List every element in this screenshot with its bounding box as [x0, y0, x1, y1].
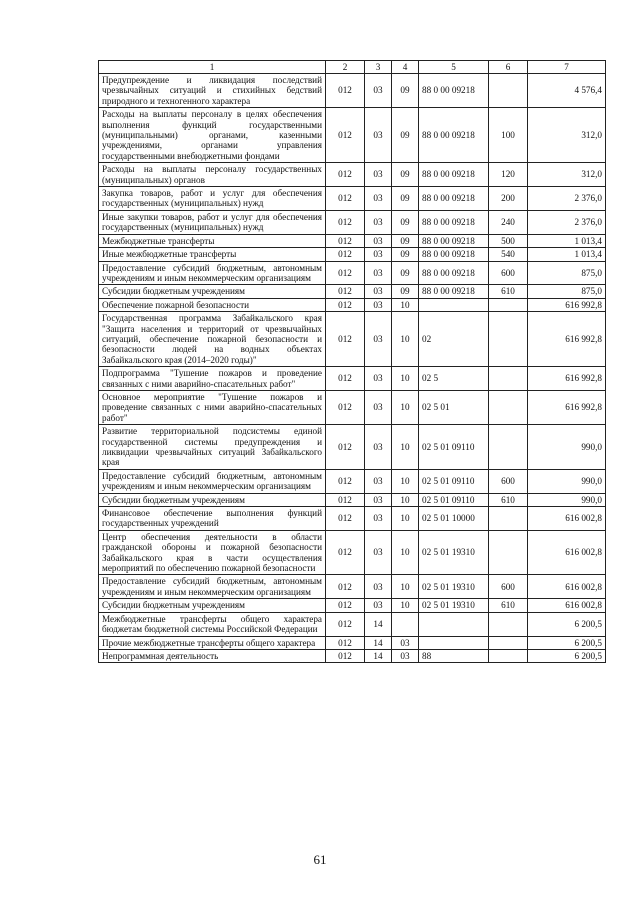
row-grbs-cell: 012 — [326, 74, 365, 108]
row-target-article-cell — [419, 636, 489, 649]
table-row — [99, 248, 606, 261]
table-row — [99, 108, 606, 163]
row-sum-cell: 616 002,8 — [528, 530, 606, 575]
row-sum-cell: 6 200,5 — [528, 649, 606, 662]
row-sum-cell: 1 013,4 — [528, 234, 606, 247]
row-grbs-cell: 012 — [326, 108, 365, 163]
row-grbs-cell: 012 — [326, 493, 365, 506]
table-row — [99, 210, 606, 234]
row-grbs-cell: 012 — [326, 636, 365, 649]
row-expense-type-cell — [489, 530, 528, 575]
row-name-cell: Развитие территориальной подсистемы единой государственной системы предупреждения и ликвидации чрезвычайных ситуаций Забайкальского края — [99, 425, 326, 470]
row-name-cell: Межбюджетные трансферты общего характера бюджетам бюджетной системы Российской Федерации — [99, 612, 326, 636]
column-header-3: 3 — [365, 61, 392, 74]
row-subsection-cell: 03 — [392, 649, 419, 662]
row-expense-type-cell — [489, 649, 528, 662]
row-subsection-cell: 10 — [392, 493, 419, 506]
table-row — [99, 507, 606, 531]
row-expense-type-cell: 120 — [489, 163, 528, 187]
column-header-5: 5 — [419, 61, 489, 74]
row-expense-type-cell: 540 — [489, 248, 528, 261]
table-row — [99, 612, 606, 636]
row-sum-cell: 875,0 — [528, 285, 606, 298]
table-row — [99, 649, 606, 662]
row-sum-cell: 312,0 — [528, 108, 606, 163]
row-section-cell: 03 — [365, 493, 392, 506]
row-expense-type-cell: 610 — [489, 285, 528, 298]
row-section-cell: 03 — [365, 108, 392, 163]
table-row — [99, 390, 606, 424]
row-sum-cell: 616 992,8 — [528, 367, 606, 391]
row-grbs-cell: 012 — [326, 575, 365, 599]
row-name-cell: Субсидии бюджетным учреждениям — [99, 493, 326, 506]
row-section-cell: 03 — [365, 312, 392, 367]
row-sum-cell: 616 002,8 — [528, 575, 606, 599]
row-subsection-cell: 10 — [392, 298, 419, 311]
row-sum-cell: 6 200,5 — [528, 636, 606, 649]
row-grbs-cell: 012 — [326, 248, 365, 261]
column-header-2: 2 — [326, 61, 365, 74]
row-grbs-cell: 012 — [326, 261, 365, 285]
row-grbs-cell: 012 — [326, 187, 365, 211]
row-target-article-cell: 88 — [419, 649, 489, 662]
table-row — [99, 530, 606, 575]
row-name-cell: Расходы на выплаты персоналу в целях обеспечения выполнения функций государственными (муниципальными) органами, казенными учреждениями, органами управления государственными внебюджетными фондами — [99, 108, 326, 163]
table-row — [99, 163, 606, 187]
row-target-article-cell: 88 0 00 09218 — [419, 234, 489, 247]
row-target-article-cell — [419, 298, 489, 311]
table-row — [99, 469, 606, 493]
table-header-row — [99, 61, 606, 74]
column-header-6: 6 — [489, 61, 528, 74]
row-section-cell: 03 — [365, 367, 392, 391]
table-row — [99, 636, 606, 649]
row-section-cell: 03 — [365, 234, 392, 247]
row-expense-type-cell — [489, 425, 528, 470]
row-grbs-cell: 012 — [326, 163, 365, 187]
table-row — [99, 425, 606, 470]
row-sum-cell: 312,0 — [528, 163, 606, 187]
row-target-article-cell: 88 0 00 09218 — [419, 210, 489, 234]
row-subsection-cell: 09 — [392, 187, 419, 211]
row-subsection-cell: 10 — [392, 312, 419, 367]
row-name-cell: Субсидии бюджетным учреждениям — [99, 599, 326, 612]
table-row — [99, 187, 606, 211]
row-sum-cell: 616 992,8 — [528, 312, 606, 367]
table-row — [99, 298, 606, 311]
row-name-cell: Государственная программа Забайкальского края "Защита населения и территорий от чрезвычайных ситуаций, обеспечение пожарной безопасности и безопасности людей на водных объектах Забайкальского края (2014–2020 годы)" — [99, 312, 326, 367]
row-name-cell: Обеспечение пожарной безопасности — [99, 298, 326, 311]
row-target-article-cell: 02 5 01 10000 — [419, 507, 489, 531]
row-subsection-cell: 10 — [392, 390, 419, 424]
row-subsection-cell: 09 — [392, 163, 419, 187]
row-section-cell: 03 — [365, 390, 392, 424]
row-expense-type-cell: 610 — [489, 493, 528, 506]
row-target-article-cell: 88 0 00 09218 — [419, 285, 489, 298]
row-expense-type-cell — [489, 636, 528, 649]
row-subsection-cell: 09 — [392, 234, 419, 247]
row-grbs-cell: 012 — [326, 390, 365, 424]
table-body — [99, 74, 606, 663]
row-subsection-cell: 10 — [392, 425, 419, 470]
row-subsection-cell: 09 — [392, 285, 419, 298]
row-subsection-cell: 09 — [392, 108, 419, 163]
row-section-cell: 03 — [365, 507, 392, 531]
row-target-article-cell: 02 5 01 09110 — [419, 493, 489, 506]
row-name-cell: Межбюджетные трансферты — [99, 234, 326, 247]
row-subsection-cell: 10 — [392, 599, 419, 612]
row-expense-type-cell — [489, 507, 528, 531]
row-subsection-cell: 09 — [392, 210, 419, 234]
row-section-cell: 03 — [365, 248, 392, 261]
row-target-article-cell: 02 5 — [419, 367, 489, 391]
row-sum-cell: 1 013,4 — [528, 248, 606, 261]
row-name-cell: Расходы на выплаты персоналу государственных (муниципальных) органов — [99, 163, 326, 187]
row-expense-type-cell — [489, 298, 528, 311]
row-section-cell: 03 — [365, 425, 392, 470]
row-section-cell: 03 — [365, 575, 392, 599]
row-subsection-cell: 10 — [392, 367, 419, 391]
row-sum-cell: 616 002,8 — [528, 599, 606, 612]
row-sum-cell: 4 576,4 — [528, 74, 606, 108]
row-sum-cell: 616 992,8 — [528, 298, 606, 311]
page-number: 61 — [313, 852, 327, 867]
row-target-article-cell — [419, 612, 489, 636]
row-sum-cell: 990,0 — [528, 425, 606, 470]
row-section-cell: 14 — [365, 612, 392, 636]
row-target-article-cell: 02 5 01 09110 — [419, 425, 489, 470]
row-sum-cell: 2 376,0 — [528, 187, 606, 211]
row-expense-type-cell: 100 — [489, 108, 528, 163]
row-target-article-cell: 02 5 01 19310 — [419, 575, 489, 599]
column-header-7: 7 — [528, 61, 606, 74]
row-grbs-cell: 012 — [326, 507, 365, 531]
row-name-cell: Предоставление субсидий бюджетным, автономным учреждениям и иным некоммерческим организациям — [99, 261, 326, 285]
row-name-cell: Центр обеспечения деятельности в области гражданской обороны и пожарной безопасности Забайкальского края в части осуществления мероприятий по обеспечению пожарной безопасности — [99, 530, 326, 575]
row-section-cell: 03 — [365, 469, 392, 493]
row-target-article-cell: 88 0 00 09218 — [419, 248, 489, 261]
row-expense-type-cell: 600 — [489, 261, 528, 285]
row-target-article-cell: 88 0 00 09218 — [419, 74, 489, 108]
row-section-cell: 14 — [365, 649, 392, 662]
row-expense-type-cell: 200 — [489, 187, 528, 211]
row-subsection-cell: 10 — [392, 469, 419, 493]
table-row — [99, 74, 606, 108]
row-subsection-cell: 09 — [392, 248, 419, 261]
row-section-cell: 03 — [365, 163, 392, 187]
budget-table — [98, 60, 606, 663]
row-sum-cell: 2 376,0 — [528, 210, 606, 234]
row-expense-type-cell — [489, 74, 528, 108]
row-grbs-cell: 012 — [326, 425, 365, 470]
row-target-article-cell: 02 — [419, 312, 489, 367]
row-subsection-cell: 09 — [392, 261, 419, 285]
row-sum-cell: 616 992,8 — [528, 390, 606, 424]
row-grbs-cell: 012 — [326, 298, 365, 311]
row-expense-type-cell: 610 — [489, 599, 528, 612]
row-target-article-cell: 02 5 01 19310 — [419, 599, 489, 612]
row-grbs-cell: 012 — [326, 599, 365, 612]
row-expense-type-cell: 600 — [489, 469, 528, 493]
row-section-cell: 03 — [365, 298, 392, 311]
row-name-cell: Предоставление субсидий бюджетным, автономным учреждениям и иным некоммерческим организациям — [99, 469, 326, 493]
row-grbs-cell: 012 — [326, 612, 365, 636]
row-name-cell: Подпрограмма "Тушение пожаров и проведение связанных с ними аварийно-спасательных работ" — [99, 367, 326, 391]
row-grbs-cell: 012 — [326, 530, 365, 575]
row-expense-type-cell — [489, 612, 528, 636]
column-header-4: 4 — [392, 61, 419, 74]
row-expense-type-cell — [489, 367, 528, 391]
row-subsection-cell: 03 — [392, 636, 419, 649]
row-sum-cell: 990,0 — [528, 469, 606, 493]
row-subsection-cell: 10 — [392, 530, 419, 575]
row-subsection-cell: 10 — [392, 507, 419, 531]
table-row — [99, 367, 606, 391]
row-subsection-cell: 10 — [392, 575, 419, 599]
row-expense-type-cell — [489, 390, 528, 424]
budget-page — [98, 60, 605, 663]
row-target-article-cell: 88 0 00 09218 — [419, 108, 489, 163]
row-expense-type-cell: 240 — [489, 210, 528, 234]
row-section-cell: 03 — [365, 285, 392, 298]
row-section-cell: 03 — [365, 187, 392, 211]
column-header-1: 1 — [99, 61, 326, 74]
row-name-cell: Иные межбюджетные трансферты — [99, 248, 326, 261]
row-name-cell: Основное мероприятие "Тушение пожаров и проведение связанных с ними аварийно-спасательных работ" — [99, 390, 326, 424]
row-grbs-cell: 012 — [326, 234, 365, 247]
row-name-cell: Субсидии бюджетным учреждениям — [99, 285, 326, 298]
table-row — [99, 493, 606, 506]
row-expense-type-cell: 500 — [489, 234, 528, 247]
row-target-article-cell: 88 0 00 09218 — [419, 163, 489, 187]
row-section-cell: 03 — [365, 261, 392, 285]
row-sum-cell: 616 002,8 — [528, 507, 606, 531]
row-grbs-cell: 012 — [326, 285, 365, 298]
row-section-cell: 03 — [365, 530, 392, 575]
row-sum-cell: 875,0 — [528, 261, 606, 285]
row-name-cell: Предоставление субсидий бюджетным, автономным учреждениям и иным некоммерческим организациям — [99, 575, 326, 599]
row-section-cell: 03 — [365, 599, 392, 612]
row-target-article-cell: 88 0 00 09218 — [419, 261, 489, 285]
row-section-cell: 14 — [365, 636, 392, 649]
row-grbs-cell: 012 — [326, 649, 365, 662]
row-name-cell: Иные закупки товаров, работ и услуг для обеспечения государственных (муниципальных) нужд — [99, 210, 326, 234]
table-row — [99, 285, 606, 298]
row-expense-type-cell: 600 — [489, 575, 528, 599]
row-grbs-cell: 012 — [326, 210, 365, 234]
row-name-cell: Прочие межбюджетные трансферты общего характера — [99, 636, 326, 649]
row-target-article-cell: 88 0 00 09218 — [419, 187, 489, 211]
row-grbs-cell: 012 — [326, 367, 365, 391]
row-name-cell: Финансовое обеспечение выполнения функций государственных учреждений — [99, 507, 326, 531]
table-row — [99, 261, 606, 285]
row-target-article-cell: 02 5 01 09110 — [419, 469, 489, 493]
table-row — [99, 575, 606, 599]
row-grbs-cell: 012 — [326, 469, 365, 493]
row-target-article-cell: 02 5 01 19310 — [419, 530, 489, 575]
row-expense-type-cell — [489, 312, 528, 367]
row-sum-cell: 6 200,5 — [528, 612, 606, 636]
table-row — [99, 234, 606, 247]
row-subsection-cell — [392, 612, 419, 636]
row-name-cell: Предупреждение и ликвидация последствий чрезвычайных ситуаций и стихийных бедствий природного и техногенного характера — [99, 74, 326, 108]
row-subsection-cell: 09 — [392, 74, 419, 108]
row-name-cell: Непрограммная деятельность — [99, 649, 326, 662]
row-target-article-cell: 02 5 01 — [419, 390, 489, 424]
row-grbs-cell: 012 — [326, 312, 365, 367]
row-sum-cell: 990,0 — [528, 493, 606, 506]
table-row — [99, 599, 606, 612]
row-name-cell: Закупка товаров, работ и услуг для обеспечения государственных (муниципальных) нужд — [99, 187, 326, 211]
table-row — [99, 312, 606, 367]
row-section-cell: 03 — [365, 74, 392, 108]
row-section-cell: 03 — [365, 210, 392, 234]
